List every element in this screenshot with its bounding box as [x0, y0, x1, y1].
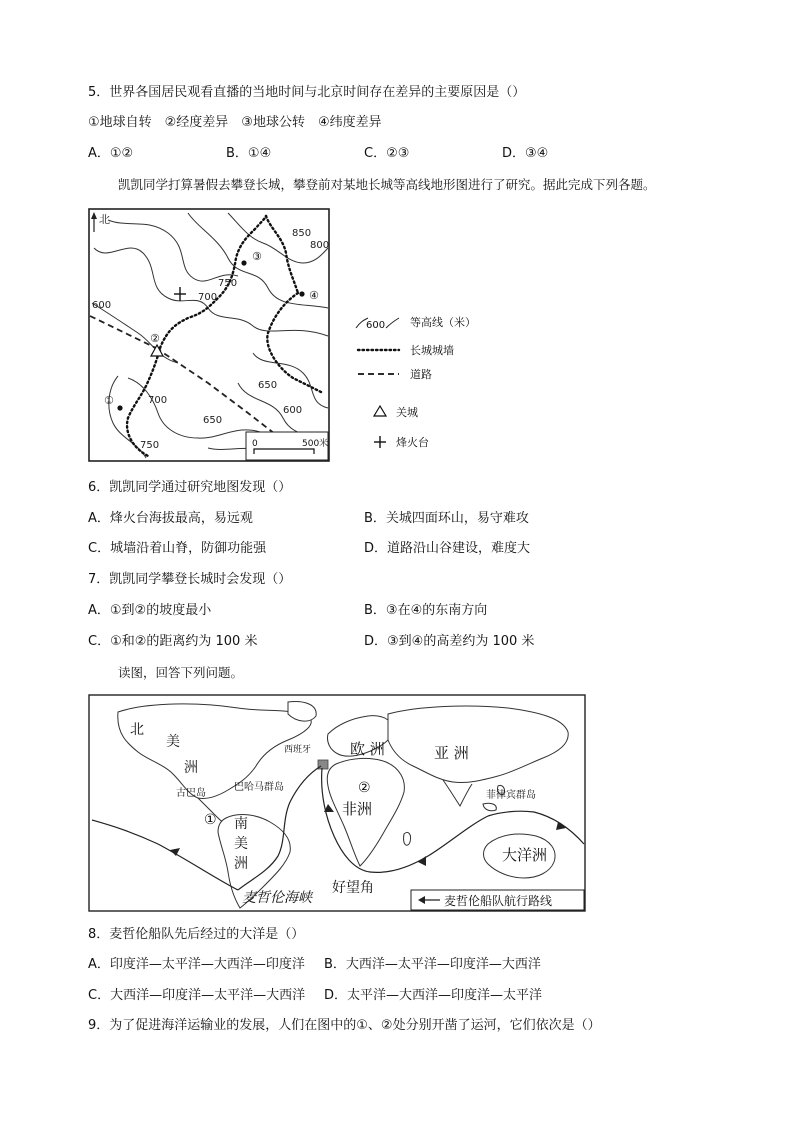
q8-option-c: C．大西洋—印度洋—太平洋—大西洋	[88, 988, 306, 1003]
label-cape-of-good-hope: 好望角	[332, 880, 374, 896]
point-2-label: ②	[150, 332, 160, 345]
contour-label-650b: 650	[203, 415, 223, 426]
legend-contour-label: 等高线（米）	[410, 316, 476, 329]
legend-pass-label: 关城	[396, 406, 418, 419]
q7-option-b: B．③在④的东南方向	[364, 603, 488, 618]
q5-option-b: B．①④	[226, 146, 272, 161]
q6-option-b: B．关城四面环山，易守难攻	[364, 511, 529, 526]
q6-option-a: A．烽火台海拔最高，易远观	[88, 511, 253, 526]
q5-option-a: A．①②	[88, 146, 134, 161]
contour-label-800: 800	[310, 240, 330, 251]
label-mark-2: ②	[358, 780, 371, 796]
north-label: 北	[99, 213, 110, 226]
q5-items: ①地球自转 ②经度差异 ③地球公转 ④纬度差异	[88, 115, 382, 130]
q7-option-c: C．①和②的距离约为 100 米	[88, 634, 258, 649]
q9-stem: 9．为了促进海洋运输业的发展，人们在图中的①、②处分别开凿了运河，它们依次是（）	[88, 1018, 601, 1033]
q5-option-c: C．②③	[364, 146, 410, 161]
q7-option-a: A．①到②的坡度最小	[88, 603, 212, 618]
marker-3-dot	[241, 260, 246, 265]
world-map	[88, 694, 588, 914]
route-legend-label: 麦哲伦船队航行路线	[444, 894, 553, 908]
q8-option-d: D．太平洋—大西洋—印度洋—太平洋	[324, 988, 543, 1003]
point-1-label: ①	[104, 394, 114, 407]
marker-1-dot	[117, 405, 122, 410]
legend-beacon-icon	[374, 436, 386, 448]
label-spain: 西班牙	[284, 745, 312, 755]
label-north-america-3: 洲	[184, 760, 198, 776]
label-africa: 非洲	[342, 800, 373, 818]
label-north-america-1: 北	[130, 722, 144, 738]
legend-beacon-label: 烽火台	[396, 436, 429, 449]
q8-option-b: B．大西洋—太平洋—印度洋—大西洋	[324, 957, 541, 972]
label-north-america-2: 美	[166, 734, 180, 750]
label-europe: 欧 洲	[350, 740, 385, 758]
q7-option-d: D．③到④的高差约为 100 米	[364, 634, 535, 649]
contour-label-750: 750	[218, 278, 238, 289]
q6-option-c: C．城墙沿着山脊，防御功能强	[88, 541, 267, 556]
label-asia: 亚 洲	[434, 744, 469, 762]
q8-option-a: A．印度洋—太平洋—大西洋—印度洋	[88, 957, 305, 972]
label-south-america-2: 美	[234, 836, 248, 852]
label-south-america-3: 洲	[234, 856, 248, 872]
point-4-label: ④	[309, 289, 319, 302]
contour-label-600b: 600	[283, 405, 303, 416]
contour-label-850: 850	[292, 228, 312, 239]
contour-label-700b: 700	[148, 395, 168, 406]
contour-map	[88, 208, 488, 464]
label-oceania: 大洋洲	[502, 846, 548, 864]
legend-contour-number: 600	[366, 320, 386, 331]
contour-label-600: 600	[92, 300, 112, 311]
scale-500m: 500米	[302, 439, 329, 449]
intro-read-map: 读图，回答下列问题。	[118, 665, 244, 680]
label-cuba: 古巴岛	[176, 788, 206, 799]
legend-road-label: 道路	[410, 368, 432, 381]
point-3-label: ③	[252, 250, 262, 263]
legend-pass-triangle-icon	[374, 406, 386, 416]
label-south-america-1: 南	[234, 816, 248, 832]
q6-option-d: D．道路沿山谷建设，难度大	[364, 541, 531, 556]
label-mark-1: ①	[204, 812, 217, 828]
label-philippines: 菲律宾群岛	[486, 790, 536, 801]
q6-stem: 6．凯凯同学通过研究地图发现（）	[88, 480, 292, 495]
intro-great-wall: 凯凯同学打算暑假去攀登长城，攀登前对某地长城等高线地形图进行了研究。据此完成下列各题。	[118, 177, 656, 192]
contour-label-650: 650	[258, 380, 278, 391]
contour-label-750b: 750	[140, 440, 160, 451]
q5-stem: 5．世界各国居民观看直播的当地时间与北京时间存在差异的主要原因是（）	[88, 85, 526, 100]
label-magellan-strait: 麦哲伦海峡	[242, 890, 312, 906]
q7-stem: 7．凯凯同学攀登长城时会发现（）	[88, 572, 292, 587]
legend-wall-label: 长城城墙	[410, 344, 454, 357]
label-bahamas: 巴哈马群岛	[234, 782, 284, 793]
contour-label-700: 700	[198, 292, 218, 303]
scale-zero: 0	[252, 439, 258, 449]
q5-option-d: D．③④	[502, 146, 549, 161]
q8-stem: 8．麦哲伦船队先后经过的大洋是（）	[88, 927, 305, 942]
marker-4-dot	[299, 291, 304, 296]
